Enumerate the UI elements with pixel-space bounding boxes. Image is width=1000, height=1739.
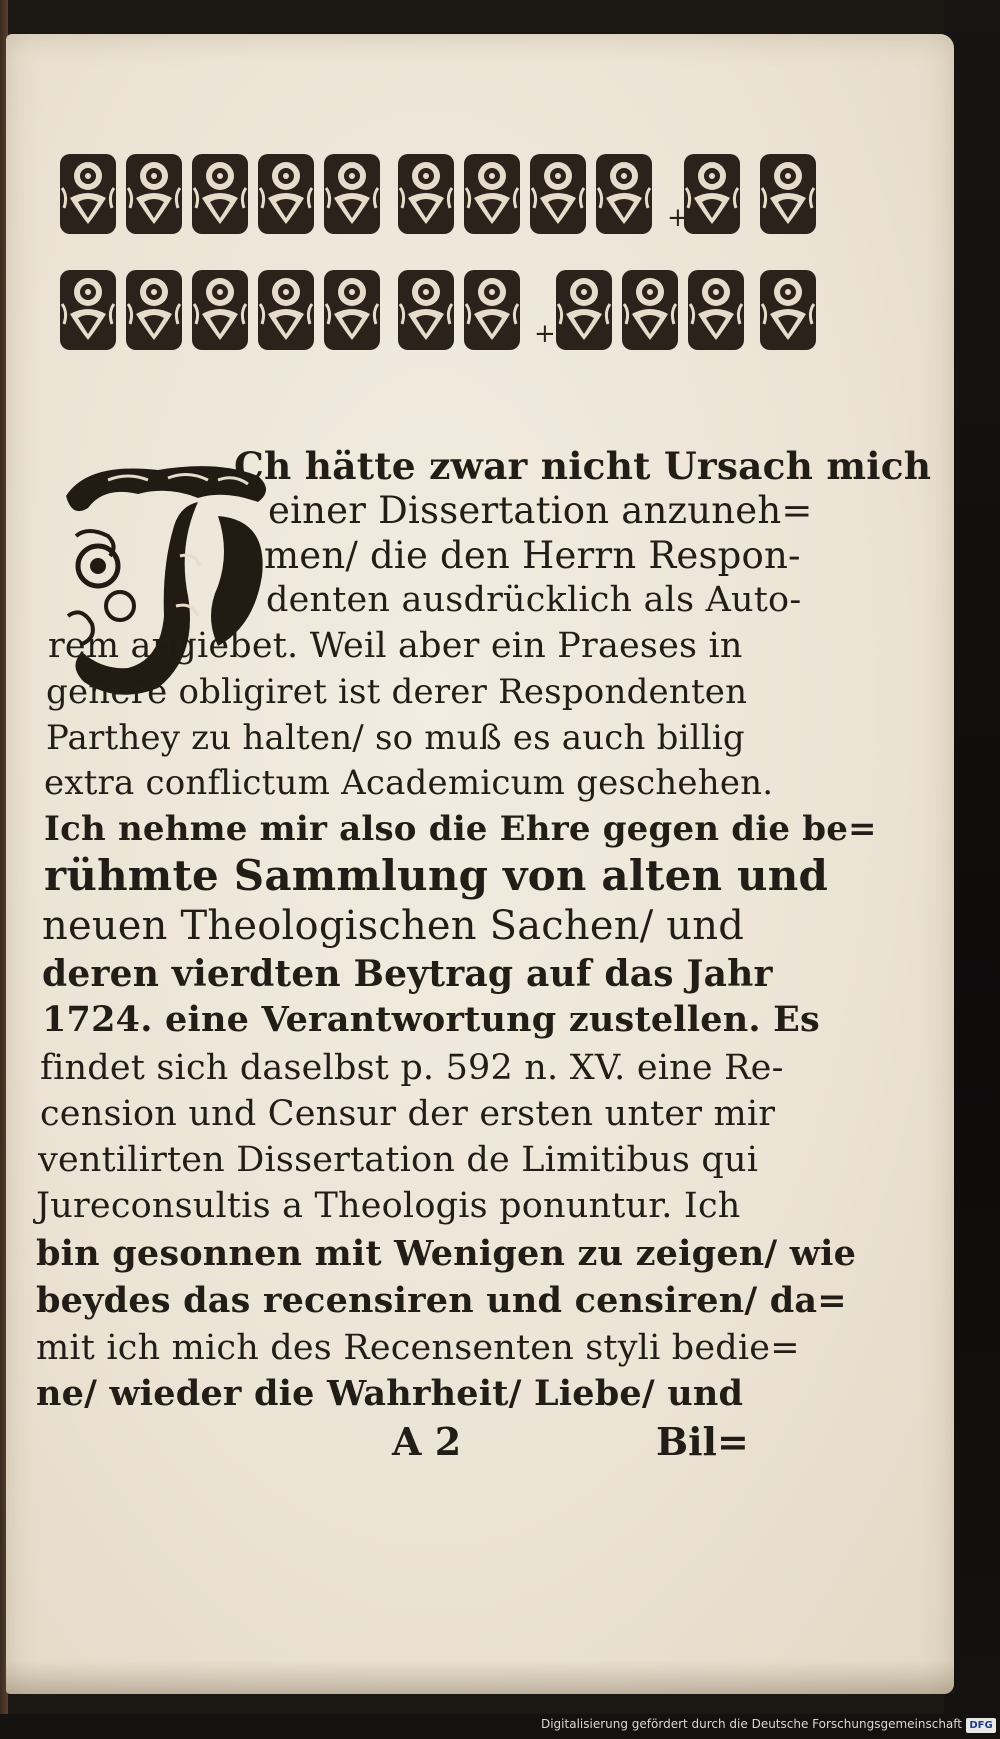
text-line: ventilirten Dissertation de Limitibus qui — [38, 1140, 759, 1180]
text-line: 1724. eine Verantwortung zustellen. Es — [42, 999, 820, 1040]
text-line: findet sich daselbst p. 592 n. XV. eine Re- — [40, 1048, 784, 1088]
svg-text:+: + — [534, 319, 556, 349]
catchword: Bil= — [656, 1419, 749, 1464]
text-line: neuen Theologischen Sachen/ und — [42, 903, 745, 949]
text-line: Ch hätte zwar nicht Ursach mich — [234, 444, 932, 488]
text-line: beydes das recensiren und censiren/ da= — [36, 1280, 847, 1321]
text-line: genere obligiret ist derer Respondenten — [46, 672, 748, 712]
text-line: Ich nehme mir also die Ehre gegen die be= — [44, 809, 877, 849]
svg-text:+: + — [667, 203, 689, 233]
page-shadow — [6, 1660, 954, 1694]
text-line: cension und Censur der ersten unter mir — [40, 1094, 776, 1134]
text-line: mit ich mich des Recensenten styli bedie= — [36, 1328, 800, 1368]
text-line: rem angiebet. Weil aber ein Praeses in — [48, 626, 743, 666]
signature-mark: A 2 — [392, 1419, 462, 1464]
text-line: Parthey zu halten/ so muß es auch billig — [46, 718, 745, 758]
text-line: deren vierdten Beytrag auf das Jahr — [42, 953, 773, 995]
book-page — [6, 34, 954, 1694]
funding-credit: Digitalisierung gefördert durch die Deutsche Forschungsgemeinschaft — [540, 1717, 962, 1731]
text-line: extra conflictum Academicum geschehen. — [44, 763, 774, 803]
dfg-logo-icon: DFG — [966, 1718, 996, 1733]
text-line: einer Dissertation anzuneh= — [268, 489, 813, 532]
text-line: men/ die den Herrn Respon- — [264, 534, 801, 577]
text-line: denten ausdrücklich als Auto- — [266, 580, 802, 620]
text-line: ne/ wieder die Wahrheit/ Liebe/ und — [36, 1373, 744, 1414]
text-line: Jureconsultis a Theologis ponuntur. Ich — [36, 1186, 741, 1226]
text-line: rühmte Sammlung von alten und — [44, 851, 829, 900]
footer-bar — [0, 1714, 1000, 1739]
text-line: bin gesonnen mit Wenigen zu zeigen/ wie — [36, 1233, 857, 1274]
body-text — [6, 34, 954, 1634]
